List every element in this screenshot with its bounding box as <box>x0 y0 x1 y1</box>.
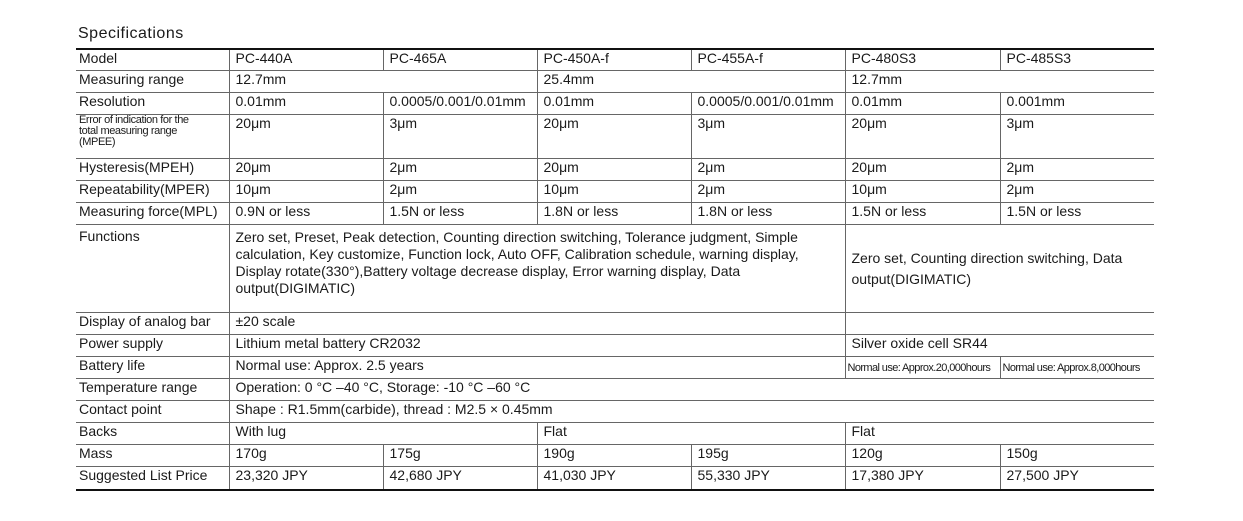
table-cell: 2μm <box>383 181 537 203</box>
table-cell: 0.01mm <box>845 93 1000 115</box>
functions-cell: Zero set, Preset, Peak detection, Counting direction switching, Tolerance judgment, Simple calculation, Key customize, Function lock, Auto OFF, Calibration schedule, warning display, Display rotate(330°),Battery voltage decrease display, Error warning display, Data output(DIGIMATIC) <box>229 225 845 313</box>
table-cell: 2μm <box>691 159 845 181</box>
table-cell: 3μm <box>691 115 845 159</box>
table-row <box>76 159 1154 181</box>
table-cell: 25.4mm <box>537 71 845 93</box>
table-cell: 20μm <box>229 159 383 181</box>
row-label-line: total measuring range <box>79 125 177 137</box>
table-row <box>76 401 1154 423</box>
table-cell: 20μm <box>537 159 691 181</box>
row-label: Mass <box>76 445 229 467</box>
model-header: PC-485S3 <box>1000 49 1154 71</box>
table-cell: 1.5N or less <box>383 203 537 225</box>
table-cell: 0.9N or less <box>229 203 383 225</box>
table-cell: 120g <box>845 445 1000 467</box>
table-row <box>76 313 1154 335</box>
model-header: PC-465A <box>383 49 537 71</box>
row-label: Functions <box>76 225 229 313</box>
table-row <box>76 335 1154 357</box>
table-row <box>76 379 1154 401</box>
table-row <box>76 181 1154 203</box>
model-header: PC-440A <box>229 49 383 71</box>
table-cell: Normal use: Approx.8,000hours <box>1000 357 1154 379</box>
table-row <box>76 225 1154 313</box>
table-cell: Normal use: Approx.20,000hours <box>845 357 1000 379</box>
table-row <box>76 115 1154 159</box>
table-cell <box>845 313 1154 335</box>
table-cell: Shape : R1.5mm(carbide), thread : M2.5 × 0.45mm <box>229 401 1154 423</box>
table-cell: 170g <box>229 445 383 467</box>
table-cell: Operation: 0 °C –40 °C, Storage: -10 °C –60 °C <box>229 379 1154 401</box>
table-cell: Normal use: Approx. 2.5 years <box>229 357 845 379</box>
table-cell: 17,380 JPY <box>845 467 1000 491</box>
table-row <box>76 467 1154 491</box>
table-cell: 0.01mm <box>229 93 383 115</box>
table-cell: 0.01mm <box>537 93 691 115</box>
row-label: Hysteresis(MPEH) <box>76 159 229 181</box>
table-cell: ±20 scale <box>229 313 845 335</box>
row-label: Power supply <box>76 335 229 357</box>
row-label: Battery life <box>76 357 229 379</box>
table-cell: 0.0005/0.001/0.01mm <box>383 93 537 115</box>
row-label: Measuring range <box>76 71 229 93</box>
table-cell: 0.0005/0.001/0.01mm <box>691 93 845 115</box>
specifications-table <box>76 48 1154 491</box>
row-label: Repeatability(MPER) <box>76 181 229 203</box>
table-cell: 1.8N or less <box>537 203 691 225</box>
model-header: PC-455A-f <box>691 49 845 71</box>
model-header: PC-480S3 <box>845 49 1000 71</box>
table-cell: 1.8N or less <box>691 203 845 225</box>
table-cell: 10μm <box>845 181 1000 203</box>
row-label: Contact point <box>76 401 229 423</box>
row-label: Resolution <box>76 93 229 115</box>
table-cell: With lug <box>229 423 537 445</box>
table-cell: 195g <box>691 445 845 467</box>
table-cell: 2μm <box>1000 159 1154 181</box>
table-cell: Flat <box>537 423 845 445</box>
row-label: Measuring force(MPL) <box>76 203 229 225</box>
table-cell: 27,500 JPY <box>1000 467 1154 491</box>
table-cell: 42,680 JPY <box>383 467 537 491</box>
table-cell: 2μm <box>691 181 845 203</box>
row-label <box>76 115 229 159</box>
row-label: Suggested List Price <box>76 467 229 491</box>
row-label: Display of analog bar <box>76 313 229 335</box>
row-label-line: (MPEE) <box>79 136 116 148</box>
table-cell: 10μm <box>537 181 691 203</box>
table-row <box>76 445 1154 467</box>
table-row <box>76 93 1154 115</box>
table-cell: 2μm <box>383 159 537 181</box>
table-cell: 3μm <box>383 115 537 159</box>
table-cell: 12.7mm <box>229 71 537 93</box>
table-cell: 1.5N or less <box>845 203 1000 225</box>
table-cell: 1.5N or less <box>1000 203 1154 225</box>
header-row <box>76 49 1154 71</box>
table-cell: 20μm <box>229 115 383 159</box>
table-cell: 175g <box>383 445 537 467</box>
table-row <box>76 71 1154 93</box>
table-cell: 0.001mm <box>1000 93 1154 115</box>
table-cell: 20μm <box>845 115 1000 159</box>
table-cell: 12.7mm <box>845 71 1154 93</box>
table-row <box>76 423 1154 445</box>
table-cell: Flat <box>845 423 1154 445</box>
table-cell: 190g <box>537 445 691 467</box>
row-label: Model <box>76 49 229 71</box>
table-cell: 150g <box>1000 445 1154 467</box>
table-cell: 20μm <box>537 115 691 159</box>
table-cell: 20μm <box>845 159 1000 181</box>
functions-cell: Zero set, Counting direction switching, Data output(DIGIMATIC) <box>845 225 1154 313</box>
table-cell: 2μm <box>1000 181 1154 203</box>
row-label-line: Error of indication for the <box>79 114 189 126</box>
table-cell: Silver oxide cell SR44 <box>845 335 1154 357</box>
table-cell: 3μm <box>1000 115 1154 159</box>
row-label: Temperature range <box>76 379 229 401</box>
table-cell: 10μm <box>229 181 383 203</box>
section-title: Specifications <box>78 25 184 42</box>
row-label: Backs <box>76 423 229 445</box>
table-cell: 23,320 JPY <box>229 467 383 491</box>
table-cell: 41,030 JPY <box>537 467 691 491</box>
table-row <box>76 357 1154 379</box>
model-header: PC-450A-f <box>537 49 691 71</box>
table-cell: Lithium metal battery CR2032 <box>229 335 845 357</box>
table-row <box>76 203 1154 225</box>
table-cell: 55,330 JPY <box>691 467 845 491</box>
